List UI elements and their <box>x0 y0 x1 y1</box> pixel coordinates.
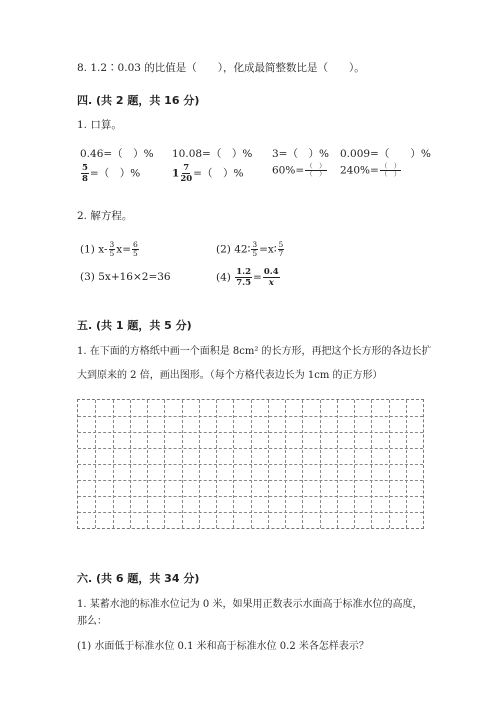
question-8: 8. 1.2∶0.03 的比值是（ ），化成最简整数比是（ ）。 <box>77 62 365 74</box>
section-4-title: 四. (共 2 题，共 16 分) <box>77 94 200 107</box>
grid-horizontal-line <box>78 496 423 497</box>
oral-calc-item: 0.009=（ ）% <box>340 148 431 160</box>
water-question-line-2: 那么： <box>77 616 107 627</box>
oral-calc-item: 0.46=（ ）% <box>80 148 154 160</box>
section-5-title: 五. (共 1 题，共 5 分) <box>77 319 192 332</box>
equation-2: (2) 42∶ $\frac{3}{5}$ =x∶ $\frac{5}{7}$ <box>216 240 284 258</box>
section-6-title: 六. (共 6 题，共 34 分) <box>77 572 200 585</box>
oral-calc-item: 3=（ ）% <box>272 148 329 160</box>
equation-4: (4) $\frac{1.2}{7.5}$ = $\frac{0.4}{x}$ <box>216 267 279 288</box>
water-question-line-1: 1. 某蓄水池的标准水位记为 0 米，如果用正数表示水面高于标准水位的高度， <box>77 599 423 610</box>
grid-horizontal-line <box>78 416 423 417</box>
grid-question-line-2: 大到原来的 2 倍，画出图形。（每个方格代表边长为 1cm 的正方形） <box>77 370 383 381</box>
oral-calc-item: 10.08=（ ）% <box>172 148 253 160</box>
graph-paper-grid[interactable] <box>77 399 424 529</box>
grid-horizontal-line <box>78 512 423 513</box>
equation-3: (3) 5x+16×2=36 <box>80 271 171 283</box>
oral-calc-label: 1. 口算。 <box>77 119 122 131</box>
grid-horizontal-line <box>78 480 423 481</box>
oral-calc-item: $\frac{5}{8}$ =（ ）% <box>82 163 141 184</box>
equation-1: (1) x- $\frac{3}{5}$ x= $\frac{6}{5}$ <box>80 240 138 258</box>
oral-calc-item: 60%= $\frac{( )}{( )}$ <box>272 162 326 178</box>
grid-horizontal-line <box>78 432 423 433</box>
oral-calc-item: 1 $\frac{7}{20}$ =（ ）% <box>172 163 244 184</box>
water-question-sub-1: (1) 水面低于标准水位 0.1 米和高于标准水位 0.2 米各怎样表示？ <box>77 641 369 652</box>
solve-equation-label: 2. 解方程。 <box>77 210 133 222</box>
oral-calc-item: 240%= $\frac{( )}{( )}$ <box>340 162 401 178</box>
grid-horizontal-line <box>78 464 423 465</box>
grid-horizontal-line <box>78 448 423 449</box>
grid-question-line-1: 1. 在下面的方格纸中画一个面积是 8cm² 的长方形，再把这个长方形的各边长扩 <box>77 346 432 357</box>
